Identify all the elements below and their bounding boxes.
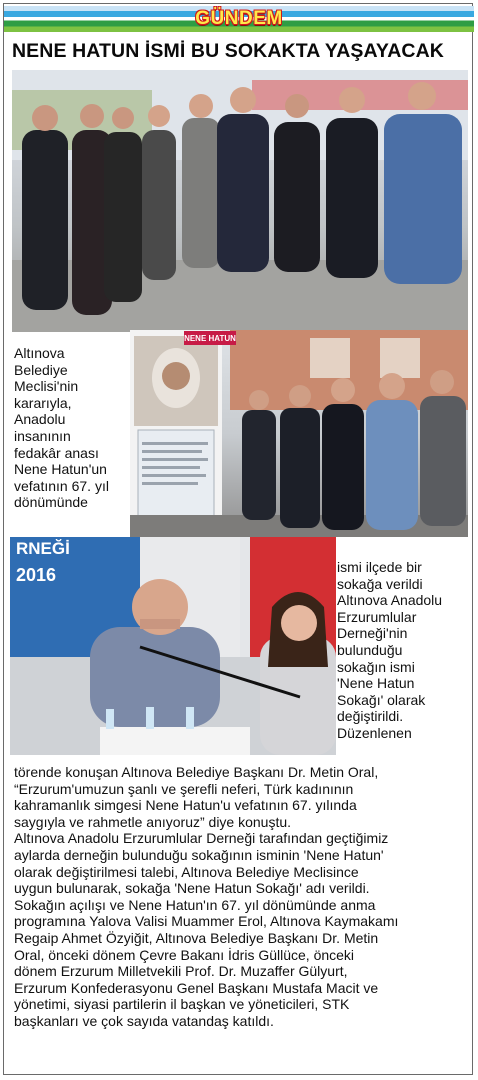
- article-body: [14, 764, 474, 1030]
- article-headline: NENE HATUN İSMİ BU SOKAKTA YAŞAYACAK: [12, 40, 444, 62]
- article-left-column: [14, 345, 130, 511]
- text-line: Regaip Ahmet Özyiğit, Altınova Belediye Başkanı Dr. Metin: [14, 929, 379, 946]
- text-line: Altınova Anadolu: [337, 592, 443, 609]
- text-line: değiştirildi.: [337, 708, 404, 725]
- text-line: bulunduğu: [337, 641, 403, 658]
- text-line: başkanları ve çok sayıda vatandaş katıldı.: [14, 1012, 274, 1029]
- text-line: aylarda derneğin bulunduğu sokağının isminin 'Nene Hatun': [14, 846, 384, 863]
- text-line: Sokağın açılışı ve Nene Hatun'ın 67. yıl dönümünde anma: [14, 896, 376, 913]
- text-line: Sokağı' olarak: [337, 691, 426, 708]
- banner-year: 2016: [16, 565, 57, 585]
- text-line: insanının: [14, 427, 71, 444]
- text-line: 'Nene Hatun: [337, 675, 415, 692]
- text-line: dönem Erzurum Milletvekili Prof. Dr. Muzaffer Gülyurt,: [14, 963, 348, 980]
- photo-speaker-illustration: [10, 537, 336, 755]
- text-line: kararıyla,: [14, 394, 72, 411]
- text-line: Nene Hatun'un: [14, 461, 107, 478]
- photo-street-sign-unveiling: [130, 330, 468, 537]
- text-line: olarak değiştirilmesi talebi, Altınova Belediye Meclisince: [14, 863, 359, 880]
- text-line: Derneği'nin: [337, 625, 408, 642]
- article-right-column: [337, 559, 473, 742]
- text-line: uygun bulunarak, sokağa 'Nene Hatun Sokağı' adı verildi.: [14, 880, 370, 897]
- text-line: vefatının 67. yıl: [14, 477, 109, 494]
- text-line: Erzurumlular: [337, 608, 417, 625]
- text-line: programına Yalova Valisi Muammer Erol, Altınova Kaymakamı: [14, 913, 399, 930]
- text-line: törende konuşan Altınova Belediye Başkanı Dr. Metin Oral,: [14, 764, 379, 780]
- text-line: Belediye: [14, 361, 68, 378]
- text-line: Düzenlenen: [337, 724, 412, 741]
- text-line: Erzurum Konfederasyonu Genel Başkanı Mustafa Macit ve: [14, 979, 379, 996]
- text-line: dönümünde: [14, 494, 88, 511]
- sign-title-plate: NENE HATUN: [184, 331, 236, 345]
- photo-officials-illustration: [12, 70, 468, 332]
- text-line: sokağın ismi: [337, 658, 415, 675]
- text-line: fedakâr anası: [14, 444, 99, 461]
- text-line: kahramanlık simgesi Nene Hatun'u vefatının 67. yılında: [14, 797, 357, 814]
- text-line: sokağa verildi: [337, 575, 423, 592]
- photo-mayor-speaking: [10, 537, 336, 755]
- text-line: Oral, önceki dönem Çevre Bakanı İdris Güllüce, önceki: [14, 946, 355, 963]
- text-line: saygıyla ve rahmetle anıyoruz” diye konuştu.: [14, 813, 292, 830]
- text-line: ismi ilçede bir: [337, 559, 422, 575]
- text-line: Altınova: [14, 345, 65, 361]
- text-line: Meclisi'nin: [14, 378, 79, 395]
- text-line: yönetimi, siyasi partilerin il başkan ve yöneticileri, STK: [14, 996, 350, 1013]
- photo-officials-group: [12, 70, 468, 332]
- section-label: GÜNDEM: [195, 8, 283, 29]
- text-line: Altınova Anadolu Erzurumlular Derneği tarafından geçtiğimiz: [14, 830, 389, 847]
- banner-text-top: RNEĞİ: [16, 539, 70, 558]
- text-line: “Erzurum'umuzun şanlı ve şerefli neferi, Türk kadınının: [14, 780, 354, 797]
- text-line: Anadolu: [14, 411, 66, 428]
- photo-sign-illustration: [130, 330, 468, 537]
